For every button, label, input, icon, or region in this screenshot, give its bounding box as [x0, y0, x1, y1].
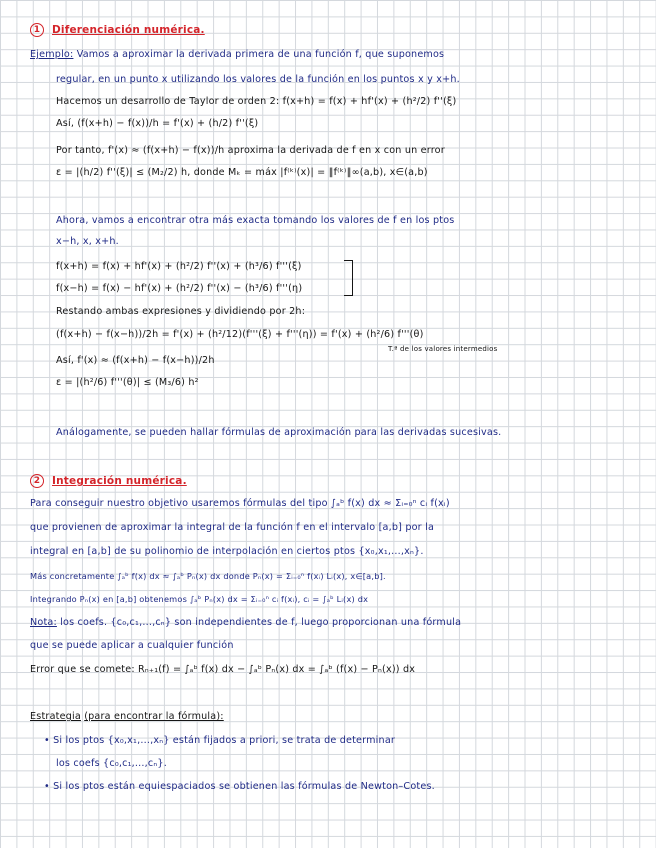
taylor-plus-line: f(x+h) = f(x) + hf'(x) + (h²/2) f''(x) + (h³/6) f'''(ξ): [56, 261, 302, 272]
section1-heading: [30, 23, 205, 37]
forward-error-line: ε = |(h/2) f''(ξ)| ≤ (M₂/2) h, donde Mₖ = máx |f⁽ᵏ⁾(x)| = ‖f⁽ᵏ⁾‖∞(a,b), x∈(a,b): [56, 167, 428, 178]
strategy-bullet-1-cont: los coefs {c₀,c₁,...,cₙ}.: [56, 758, 167, 769]
error-line: Error que se comete: Rₙ₊₁(f) = ∫ₐᵇ f(x) dx − ∫ₐᵇ Pₙ(x) dx = ∫ₐᵇ (f(x) − Pₙ(x)) dx: [30, 664, 416, 675]
example-line-2: regular, en un punto x utilizando los valores de la función en los puntos x y x+h.: [56, 74, 460, 85]
example-line-1: [30, 49, 444, 61]
analogous-line: Análogamente, se pueden hallar fórmulas de aproximación para las derivadas sucesivas.: [56, 427, 502, 438]
section2-number: 2: [30, 474, 44, 488]
section2-title: Integración numérica.: [52, 475, 187, 487]
integration-line-2: que provienen de aproximar la integral de la función f en el intervalo [a,b] por la: [30, 522, 435, 533]
example-text-1: Vamos a aproximar la derivada primera de una función f, que suponemos: [76, 49, 445, 60]
integration-line-4: Más concretamente ∫ₐᵇ f(x) dx ≈ ∫ₐᵇ Pₙ(x) dx donde Pₙ(x) = Σᵢ₌₀ⁿ f(xᵢ) Lᵢ(x), x∈[a,b].: [30, 571, 386, 581]
integration-line-1: Para conseguir nuestro objetivo usaremos fórmulas del tipo ∫ₐᵇ f(x) dx ≈ Σᵢ₌₀ⁿ cᵢ f(xᵢ): [30, 498, 450, 509]
forward-approx-line: Por tanto, f'(x) ≈ (f(x+h) − f(x))/h aproxima la derivada de f en x con un error: [56, 145, 445, 156]
section1-title: Diferenciación numérica.: [52, 24, 205, 36]
strategy-line: [30, 711, 224, 723]
central-intro-line: Ahora, vamos a encontrar otra más exacta tomando los valores de f en los ptos: [56, 215, 455, 226]
note-line: [30, 617, 461, 629]
taylor-line: Hacemos un desarrollo de Taylor de orden 2: f(x+h) = f(x) + hf'(x) + (h²/2) f''(ξ): [56, 96, 457, 107]
central-approx-line: Así, f'(x) ≈ (f(x+h) − f(x−h))/2h: [56, 355, 215, 366]
any-function-line: que se puede aplicar a cualquier función: [30, 640, 234, 651]
integration-line-5: Integrando Pₙ(x) en [a,b] obtenemos ∫ₐᵇ Pₙ(x) dx = Σᵢ₌₀ⁿ cᵢ f(xᵢ), cᵢ = ∫ₐᵇ Lᵢ(x) dx: [30, 594, 369, 604]
note-text: los coefs. {c₀,c₁,...,cₙ} son independientes de f, luego proporcionan una fórmula: [60, 617, 462, 628]
intermediate-value-note: T.ª de los valores intermedios: [388, 345, 498, 353]
example-label: Ejemplo:: [30, 49, 74, 60]
subtract-line: Restando ambas expresiones y dividiendo por 2h:: [56, 306, 306, 317]
central-quotient-line: (f(x+h) − f(x−h))/2h = f'(x) + (h²/12)(f'''(ξ) + f'''(η)) = f'(x) + (h²/6) f'''(θ): [56, 329, 424, 340]
strategy-bullet-1: • Si los ptos {x₀,x₁,...,xₙ} están fijados a priori, se trata de determinar: [44, 735, 396, 746]
system-bracket: [344, 260, 353, 296]
central-error-line: ε = |(h²/6) f'''(θ)| ≤ (M₃/6) h²: [56, 377, 199, 388]
note-label: Nota:: [30, 617, 57, 628]
section1-number: 1: [30, 23, 44, 37]
taylor-minus-line: f(x−h) = f(x) − hf'(x) + (h²/2) f''(x) − (h³/6) f'''(η): [56, 283, 303, 294]
difference-quotient-line: Así, (f(x+h) − f(x))/h = f'(x) + (h/2) f''(ξ): [56, 118, 259, 129]
strategy-bullet-2: • Si los ptos están equiespaciados se obtienen las fórmulas de Newton–Cotes.: [44, 781, 435, 792]
section2-heading: [30, 474, 187, 488]
integration-line-3: integral en [a,b] de su polinomio de interpolación en ciertos ptos {x₀,x₁,...,xₙ}.: [30, 546, 424, 557]
strategy-label: Estrategia: [30, 711, 81, 722]
strategy-text: (para encontrar la fórmula):: [84, 711, 224, 722]
central-points-line: x−h, x, x+h.: [56, 236, 119, 247]
